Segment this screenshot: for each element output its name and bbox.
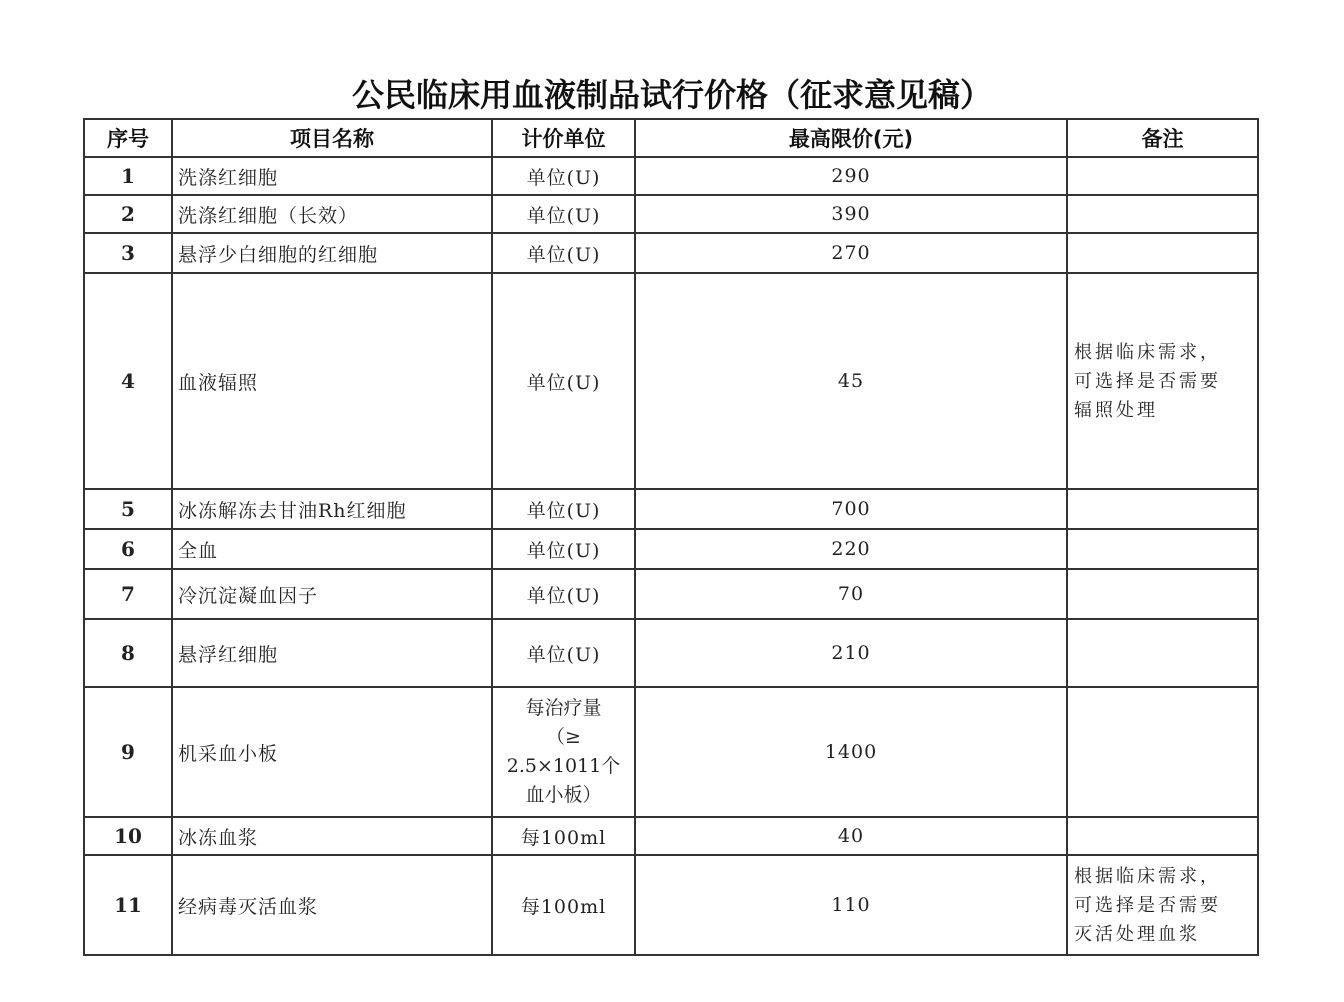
max-price: 210 [635,619,1067,687]
table-row [84,687,1258,817]
note-cell [1067,619,1258,687]
note-line: 根据临床需求， [1074,865,1221,887]
header-no: 序号 [84,119,172,157]
pricing-unit: 单位(U) [492,619,635,687]
note-cell [1067,157,1258,195]
note-cell [1067,529,1258,569]
item-name: 洗涤红细胞 [172,157,492,195]
table-header-row [84,119,1258,157]
max-price: 290 [635,157,1067,195]
pricing-unit-line: （≥ [546,726,581,748]
item-name: 冰冻解冻去甘油Rh红细胞 [172,489,492,529]
row-number: 8 [84,619,172,687]
row-number: 4 [84,273,172,489]
row-number: 6 [84,529,172,569]
note-cell [1067,273,1258,489]
item-name: 洗涤红细胞（长效） [172,195,492,233]
table-row [84,273,1258,489]
max-price: 45 [635,273,1067,489]
max-price: 40 [635,817,1067,855]
row-number: 10 [84,817,172,855]
header-unit: 计价单位 [492,119,635,157]
table-row [84,529,1258,569]
note-line: 灭活处理血浆 [1074,923,1200,945]
row-number: 1 [84,157,172,195]
note-cell [1067,233,1258,273]
note-cell [1067,687,1258,817]
row-number: 11 [84,855,172,955]
item-name: 悬浮红细胞 [172,619,492,687]
table-row [84,569,1258,619]
document-title: 公民临床用血液制品试行价格（征求意见稿） [351,76,992,114]
item-name: 冷沉淀凝血因子 [172,569,492,619]
pricing-unit-line: 每治疗量 [525,697,602,719]
pricing-unit-line: 血小板） [525,784,602,806]
row-number: 7 [84,569,172,619]
table-row [84,489,1258,529]
max-price: 270 [635,233,1067,273]
row-number: 2 [84,195,172,233]
item-name: 悬浮少白细胞的红细胞 [172,233,492,273]
note-cell [1067,817,1258,855]
row-number: 5 [84,489,172,529]
pricing-unit: 单位(U) [492,157,635,195]
item-name: 全血 [172,529,492,569]
item-name: 经病毒灭活血浆 [172,855,492,955]
pricing-unit: 每100ml [492,817,635,855]
pricing-unit: 单位(U) [492,569,635,619]
table-row [84,619,1258,687]
table-row [84,195,1258,233]
pricing-unit: 单位(U) [492,489,635,529]
max-price: 220 [635,529,1067,569]
item-name: 机采血小板 [172,687,492,817]
note-cell [1067,569,1258,619]
item-name: 冰冻血浆 [172,817,492,855]
pricing-unit: 单位(U) [492,529,635,569]
row-number: 9 [84,687,172,817]
pricing-unit: 单位(U) [492,233,635,273]
pricing-unit [492,687,635,817]
header-note: 备注 [1067,119,1258,157]
note-cell [1067,195,1258,233]
pricing-unit: 单位(U) [492,195,635,233]
note-cell [1067,855,1258,955]
max-price: 1400 [635,687,1067,817]
max-price: 110 [635,855,1067,955]
header-price: 最高限价(元) [635,119,1067,157]
note-line: 辐照处理 [1074,400,1158,421]
table-row [84,157,1258,195]
max-price: 70 [635,569,1067,619]
table-row [84,233,1258,273]
item-name: 血液辐照 [172,273,492,489]
pricing-unit: 单位(U) [492,273,635,489]
header-name: 项目名称 [172,119,492,157]
pricing-unit-line: 2.5×1011个 [506,755,621,777]
max-price: 700 [635,489,1067,529]
table-row [84,817,1258,855]
note-cell [1067,489,1258,529]
table-row [84,855,1258,955]
note-line: 可选择是否需要 [1074,894,1221,916]
note-line: 根据临床需求， [1074,342,1221,363]
row-number: 3 [84,233,172,273]
note-line: 可选择是否需要 [1074,371,1221,392]
price-table [83,118,1259,956]
max-price: 390 [635,195,1067,233]
pricing-unit: 每100ml [492,855,635,955]
